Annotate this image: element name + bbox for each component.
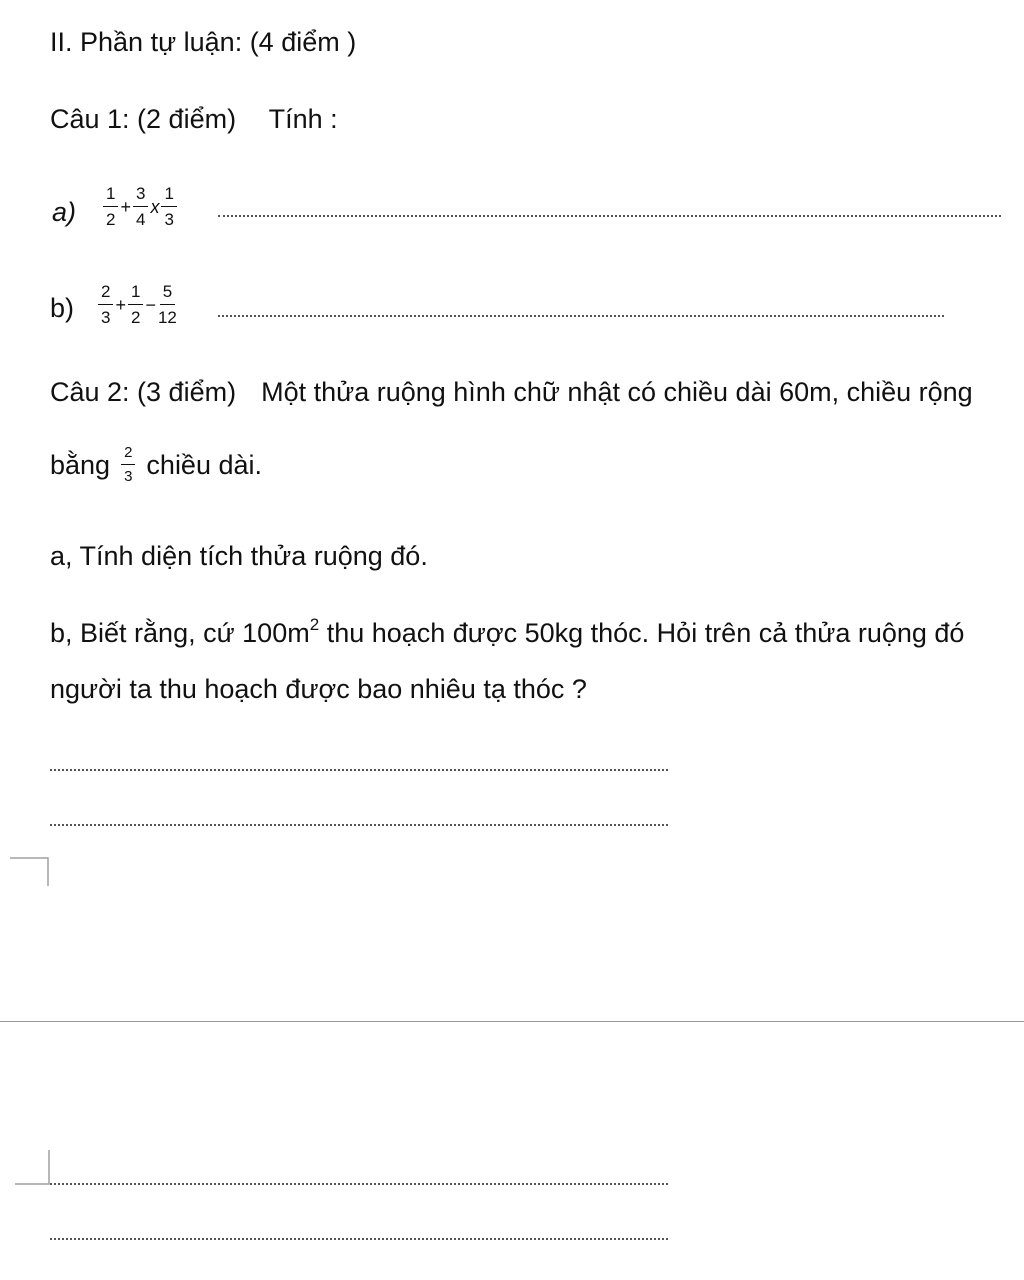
superscript: 2	[309, 615, 320, 634]
operator-plus: +	[115, 294, 126, 315]
question-2-text: Một thửa ruộng hình chữ nhật có chiều dài 60m, chiều rộng	[261, 377, 973, 407]
answer-dotted-line	[50, 824, 668, 826]
part-b-text: b, Biết rằng, cứ 100m	[50, 618, 310, 648]
section-title: II. Phần tự luận: (4 điểm )	[50, 27, 357, 57]
operator-plus: +	[120, 196, 131, 217]
page-corner-mark	[10, 856, 50, 886]
operator-times: x	[150, 196, 160, 217]
question-2-part-b	[50, 617, 964, 649]
question-2-text-before: bằng	[50, 450, 111, 480]
fraction: $\frac{5}{12}$	[157, 282, 177, 327]
fraction: $\frac{2}{3}$	[98, 282, 113, 328]
q1-b-label: b)	[50, 293, 75, 323]
fraction: $\frac{2}{3}$	[121, 444, 135, 486]
page-corner-mark	[15, 1150, 51, 1186]
operator-minus: −	[145, 294, 156, 315]
answer-dotted-line	[50, 1183, 668, 1185]
question-2-text-after: chiều dài.	[146, 450, 263, 480]
part-b-text-cont: thu hoạch được 50kg thóc. Hỏi trên cả thửa ruộng đó	[319, 618, 965, 648]
answer-dotted-line	[218, 315, 944, 317]
answer-dotted-line	[50, 769, 668, 771]
fraction: $\frac{1}{2}$	[103, 184, 118, 230]
q1-a-label: a)	[52, 197, 77, 227]
fraction: $\frac{3}{4}$	[133, 184, 148, 230]
question-1-line	[50, 103, 338, 135]
question-2-part-b-line-2: người ta thu hoạch được bao nhiêu tạ thóc ?	[50, 674, 587, 704]
question-2-heading: Câu 2: (3 điểm)	[50, 377, 237, 407]
question-1-instruction: Tính :	[268, 104, 338, 134]
answer-dotted-line	[50, 1238, 668, 1240]
page-break-line	[0, 1021, 1024, 1022]
question-2-part-a: a, Tính diện tích thửa ruộng đó.	[50, 541, 428, 571]
fraction: $\frac{1}{2}$	[128, 282, 143, 328]
question-1-heading: Câu 1: (2 điểm)	[50, 104, 237, 134]
q1-a-expression	[102, 184, 178, 230]
q1-b-expression	[97, 282, 178, 328]
answer-dotted-line	[218, 215, 1001, 217]
question-2-line-1	[50, 376, 973, 408]
question-2-line-2	[50, 444, 262, 486]
fraction: $\frac{1}{3}$	[161, 184, 176, 230]
